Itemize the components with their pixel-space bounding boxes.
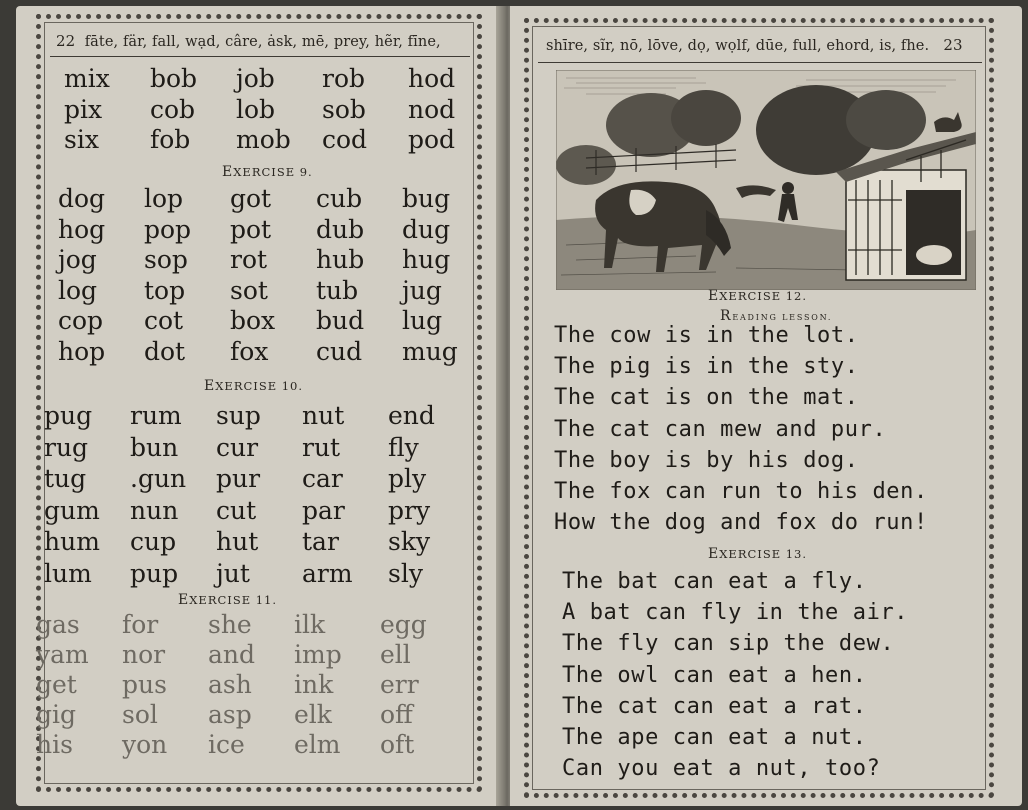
word: fox: [230, 336, 269, 366]
word: pot: [230, 214, 272, 244]
word: mix: [64, 64, 110, 93]
word: cut: [216, 495, 257, 525]
word: for: [122, 610, 159, 639]
reading-line: The cat is on the mat.: [554, 385, 859, 411]
word-grid: [36, 610, 466, 760]
reading-line: The cat can eat a rat.: [562, 693, 867, 719]
word: sky: [388, 527, 431, 556]
left-running-head: [56, 32, 441, 50]
farm-scene-illustration: [556, 70, 976, 290]
word: bud: [316, 306, 365, 335]
word: dug: [402, 214, 451, 244]
word: lug: [402, 306, 443, 335]
word: tug: [44, 464, 87, 493]
exercise-11-heading: EXERCISE 11.: [178, 592, 278, 608]
word: rob: [322, 64, 366, 93]
word: cub: [316, 184, 363, 213]
word: cud: [316, 336, 363, 366]
word: hug: [402, 245, 451, 274]
reading-line: The boy is by his dog.: [554, 447, 859, 473]
word-grid: [44, 400, 474, 589]
right-page: [510, 6, 1022, 806]
word: nut: [302, 401, 345, 430]
word: hod: [408, 64, 456, 93]
word: par: [302, 495, 345, 525]
word: hum: [44, 527, 100, 556]
word: top: [144, 275, 186, 305]
word: dot: [144, 336, 186, 366]
word-grid: [58, 184, 488, 367]
word: sup: [216, 401, 261, 430]
word: pur: [216, 464, 261, 493]
word: oft: [380, 730, 415, 759]
right-header-rule: [538, 62, 982, 63]
word: rug: [44, 432, 89, 462]
word: tub: [316, 275, 359, 305]
word: ply: [388, 464, 427, 493]
word: cod: [322, 125, 368, 154]
right-pronunciation-key: shīre, sĩr, nō, lōve, dọ, wọlf, dūe, full, ehord, is, fhe.: [546, 38, 930, 54]
reading-line: The fox can run to his den.: [554, 478, 928, 504]
word: hop: [58, 336, 106, 366]
word: rut: [302, 432, 341, 462]
word: ink: [294, 670, 334, 699]
word-grid: [64, 64, 494, 156]
word: cob: [150, 94, 196, 124]
word: ice: [208, 730, 245, 759]
exercise-10-heading: EXERCISE 10.: [204, 378, 304, 394]
word: jut: [216, 558, 250, 588]
word: mob: [236, 125, 291, 154]
word: dub: [316, 214, 365, 244]
word: arm: [302, 558, 353, 588]
reading-line: How the dog and fox do run!: [554, 510, 928, 536]
word: ash: [208, 670, 252, 699]
word: his: [36, 730, 73, 759]
word: bun: [130, 432, 179, 462]
right-running-head: [546, 36, 963, 54]
word: nor: [122, 640, 166, 669]
word: job: [236, 64, 275, 93]
word: egg: [380, 610, 427, 639]
word: nod: [408, 94, 456, 124]
word: gas: [36, 610, 80, 639]
word: pup: [130, 558, 179, 588]
reading-line: The pig is in the sty.: [554, 354, 859, 380]
reading-line: The cat can mew and pur.: [554, 416, 887, 442]
left-page-number: 22: [56, 32, 76, 50]
word: get: [36, 670, 77, 699]
word: sob: [322, 94, 366, 124]
left-pronunciation-key: fāte, fär, fall, wạd, câre, ȧsk, mē, prey, hẽr, fīne,: [84, 34, 441, 50]
word: elm: [294, 730, 341, 759]
word: dog: [58, 184, 106, 213]
word: gig: [36, 700, 77, 729]
exercise-12-heading: EXERCISE 12.: [708, 288, 808, 304]
word: .gun: [130, 464, 187, 493]
word: she: [208, 610, 252, 639]
word: fob: [150, 125, 191, 154]
exercise-13-lines: [562, 566, 908, 784]
word: sot: [230, 275, 268, 305]
reading-line: Can you eat a nut, too?: [562, 756, 881, 782]
word: cot: [144, 306, 184, 335]
word: bug: [402, 184, 451, 213]
word: pug: [44, 401, 93, 430]
word: hog: [58, 214, 106, 244]
word: pus: [122, 670, 167, 699]
exercise-13-heading: EXERCISE 13.: [708, 546, 808, 562]
word: box: [230, 306, 276, 335]
word: pix: [64, 94, 103, 124]
word: fly: [388, 432, 419, 462]
reading-lesson-subheading: READING LESSON.: [720, 308, 833, 324]
word: tar: [302, 527, 339, 556]
word: jog: [58, 245, 97, 274]
reading-line: The cow is in the lot.: [554, 323, 859, 348]
reading-line: The bat can eat a fly.: [562, 569, 867, 594]
word: hut: [216, 527, 259, 556]
word: sol: [122, 700, 158, 729]
word: cur: [216, 432, 259, 462]
exercise-9-heading: EXERCISE 9.: [222, 164, 313, 180]
word: err: [380, 670, 419, 699]
word: rot: [230, 245, 268, 274]
word: mug: [402, 336, 458, 366]
word: cup: [130, 527, 177, 556]
word: car: [302, 464, 343, 493]
word: yon: [122, 730, 168, 759]
word: got: [230, 184, 272, 213]
word: jug: [402, 275, 442, 305]
reading-line: A bat can fly in the air.: [562, 600, 909, 626]
word: pry: [388, 495, 431, 525]
word: lop: [144, 184, 184, 213]
word: yam: [36, 640, 89, 669]
word: nun: [130, 495, 179, 525]
exercise-12-lines: [554, 320, 928, 538]
word: gum: [44, 495, 100, 525]
word: six: [64, 125, 99, 154]
word: elk: [294, 700, 332, 729]
word: imp: [294, 640, 342, 669]
left-header-rule: [50, 56, 470, 57]
word: log: [58, 275, 98, 305]
word: lum: [44, 558, 92, 588]
word: sly: [388, 558, 423, 588]
right-page-number: 23: [943, 36, 963, 54]
word: sop: [144, 245, 188, 274]
word: end: [388, 401, 435, 430]
reading-line: The ape can eat a nut.: [562, 724, 867, 750]
word: and: [208, 640, 256, 669]
word: pop: [144, 214, 192, 244]
left-page: [16, 6, 502, 806]
word: asp: [208, 700, 252, 729]
word: rum: [130, 401, 182, 430]
word: ilk: [294, 610, 326, 639]
word: bob: [150, 64, 198, 93]
word: hub: [316, 245, 365, 274]
word: pod: [408, 125, 456, 154]
word: off: [380, 700, 413, 729]
word: cop: [58, 306, 104, 335]
word: lob: [236, 94, 276, 124]
word: ell: [380, 640, 411, 669]
reading-line: The fly can sip the dew.: [562, 631, 895, 657]
reading-line: The owl can eat a hen.: [562, 662, 867, 688]
